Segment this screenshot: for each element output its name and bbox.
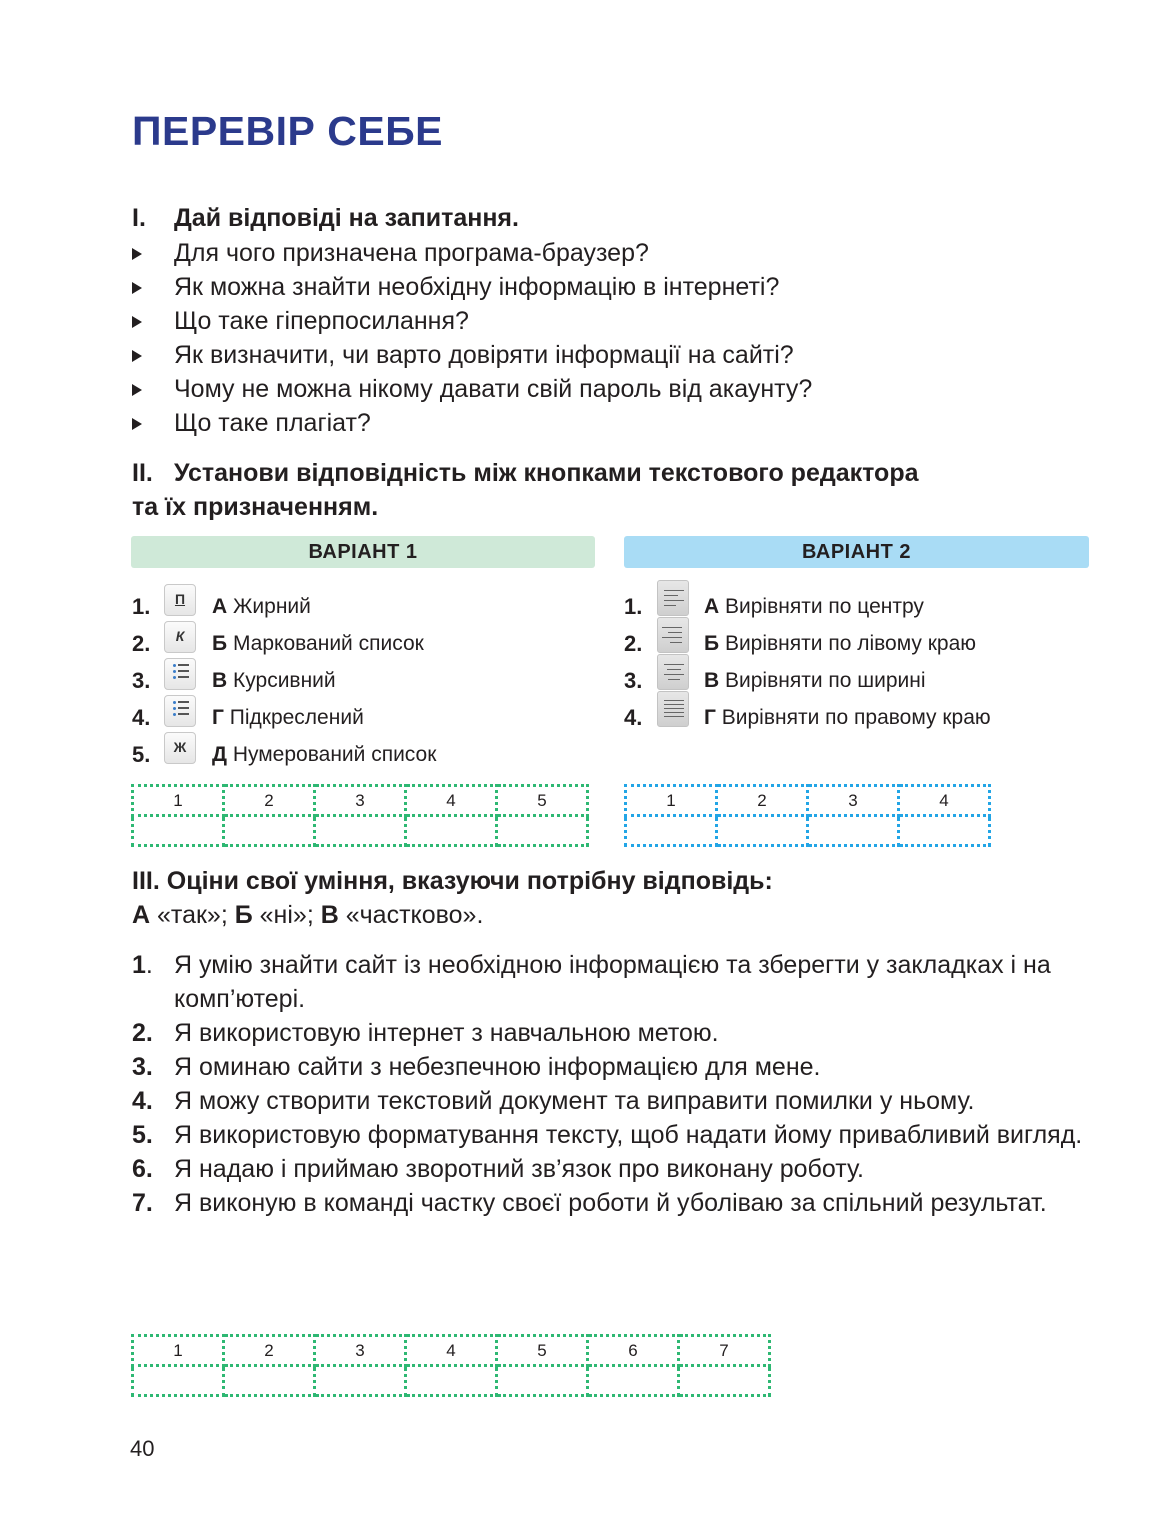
answer-cell[interactable]	[717, 816, 808, 846]
answer-cell[interactable]	[808, 816, 899, 846]
list-item: 6. Я надаю і приймаю зворотний зв’язок про виконану роботу.	[132, 1155, 864, 1183]
question-item	[132, 270, 812, 304]
list-item: 1. Я умію знайти сайт із необхідною інформацією та зберегти у закладках і на комп’ютері.	[132, 951, 1051, 1013]
question-text: Що таке гіперпосилання?	[174, 307, 469, 335]
variant2-row	[624, 590, 1104, 627]
variant1-row	[132, 738, 602, 775]
variant1-option: Г Підкреслений	[212, 706, 364, 729]
answer-cell[interactable]	[406, 816, 497, 846]
underline-button-icon: П	[164, 584, 196, 616]
row-number: 3.	[624, 668, 643, 693]
italic-button-icon: К	[164, 621, 196, 653]
grid-header-cell: 4	[406, 786, 497, 816]
list-item: 7. Я виконую в команді частку своєї роботи й уболіваю за спільний результат.	[132, 1189, 1047, 1217]
row-number: 3.	[132, 668, 151, 693]
grid-header-cell: 3	[315, 1336, 406, 1366]
question-list	[132, 236, 812, 440]
variant1-option: А Жирний	[212, 595, 311, 618]
answer-cell[interactable]	[497, 816, 588, 846]
variant2-row	[624, 664, 1104, 701]
variant1-row	[132, 701, 602, 738]
section1-title: Дай відповіді на запитання.	[174, 204, 519, 232]
answer-cell[interactable]	[899, 816, 990, 846]
variant1-row	[132, 627, 602, 664]
grid-header-cell: 3	[315, 786, 406, 816]
list-item: 3. Я оминаю сайти з небезпечною інформацією для мене.	[132, 1053, 821, 1081]
self-assessment-answer-grid	[131, 1334, 771, 1397]
question-text: Чому не можна нікому давати свій пароль від акаунту?	[174, 375, 813, 403]
answer-cell[interactable]	[679, 1366, 770, 1396]
triangle-bullet-icon	[132, 248, 142, 260]
answer-cell[interactable]	[406, 1366, 497, 1396]
align-justify-icon	[657, 691, 689, 727]
grid-header-cell: 3	[808, 786, 899, 816]
question-item	[132, 304, 812, 338]
question-item	[132, 338, 812, 372]
grid-header-cell: 1	[133, 1336, 224, 1366]
answer-cell[interactable]	[133, 1366, 224, 1396]
question-item	[132, 406, 812, 440]
numbered-list-button-icon	[164, 658, 196, 690]
rating-options: А «так»; Б «ні»; В «частково».	[132, 901, 484, 929]
triangle-bullet-icon	[132, 384, 142, 396]
grid-header-cell: 4	[899, 786, 990, 816]
grid-header-cell: 5	[497, 1336, 588, 1366]
variant1-option: Б Маркований список	[212, 632, 424, 655]
row-number: 4.	[624, 705, 643, 730]
page-number: 40	[130, 1436, 155, 1461]
grid-header-cell: 1	[133, 786, 224, 816]
variant2-row	[624, 627, 1104, 664]
self-assessment-list	[132, 948, 1112, 1220]
row-number: 2.	[624, 631, 643, 656]
bulleted-list-button-icon	[164, 695, 196, 727]
question-text: Для чого призначена програма-браузер?	[174, 239, 649, 267]
triangle-bullet-icon	[132, 282, 142, 294]
answer-cell[interactable]	[224, 1366, 315, 1396]
triangle-bullet-icon	[132, 418, 142, 430]
grid-header-cell: 7	[679, 1336, 770, 1366]
triangle-bullet-icon	[132, 316, 142, 328]
variant1-option: Д Нумерований список	[212, 743, 437, 766]
section1-heading	[132, 201, 519, 235]
row-number: 5.	[132, 742, 151, 767]
answer-cell[interactable]	[626, 816, 717, 846]
variant2-answer-grid	[624, 784, 991, 847]
variant2-option: Г Вирівняти по правому краю	[704, 706, 991, 729]
section2-heading	[132, 456, 919, 490]
question-item	[132, 236, 812, 270]
variant1-option: В Курсивний	[212, 669, 336, 692]
answer-cell[interactable]	[315, 816, 406, 846]
variant2-row	[624, 701, 1104, 738]
list-item: 4. Я можу створити текстовий документ та виправити помилки у ньому.	[132, 1087, 975, 1115]
variant1-answer-grid	[131, 784, 589, 847]
section3-number: III.	[132, 867, 160, 895]
grid-header-cell: 1	[626, 786, 717, 816]
row-number: 4.	[132, 705, 151, 730]
question-text: Як можна знайти необхідну інформацію в інтернеті?	[174, 273, 780, 301]
list-item: 5. Я використовую форматування тексту, щоб надати йому привабливий вигляд.	[132, 1121, 1083, 1149]
align-center-icon	[657, 654, 689, 690]
row-number: 2.	[132, 631, 151, 656]
section2-number: II.	[132, 459, 153, 487]
section3-heading	[132, 864, 773, 898]
section3-title: Оціни свої уміння, вказуючи потрібну відповідь:	[166, 867, 773, 895]
question-text: Як визначити, чи варто довіряти інформації на сайті?	[174, 341, 794, 369]
variant1-row	[132, 590, 602, 627]
section2-heading-line2: та їх призначенням.	[132, 493, 379, 521]
variant2-header: ВАРІАНТ 2	[624, 536, 1089, 568]
question-text: Що таке плагіат?	[174, 409, 371, 437]
align-right-icon	[657, 617, 689, 653]
section2-title-line1: Установи відповідність між кнопками текстового редактора	[174, 459, 919, 487]
bold-button-icon: Ж	[164, 732, 196, 764]
grid-header-cell: 5	[497, 786, 588, 816]
grid-header-cell: 6	[588, 1336, 679, 1366]
row-number: 1.	[624, 594, 643, 619]
align-left-icon	[657, 580, 689, 616]
list-item: 2. Я використовую інтернет з навчальною метою.	[132, 1019, 719, 1047]
variant2-matching	[624, 590, 1104, 738]
question-item	[132, 372, 812, 406]
grid-header-cell: 4	[406, 1336, 497, 1366]
row-number: 1.	[132, 594, 151, 619]
page-title: ПЕРЕВІР СЕБЕ	[132, 108, 444, 154]
variant1-row	[132, 664, 602, 701]
section1-number: I.	[132, 204, 146, 232]
triangle-bullet-icon	[132, 350, 142, 362]
answer-cell[interactable]	[497, 1366, 588, 1396]
answer-cell[interactable]	[224, 816, 315, 846]
answer-cell[interactable]	[588, 1366, 679, 1396]
grid-header-cell: 2	[224, 1336, 315, 1366]
variant2-option: А Вирівняти по центру	[704, 595, 924, 618]
grid-header-cell: 2	[224, 786, 315, 816]
variant1-matching	[132, 590, 602, 775]
answer-cell[interactable]	[133, 816, 224, 846]
variant1-header: ВАРІАНТ 1	[131, 536, 595, 568]
variant2-option: Б Вирівняти по лівому краю	[704, 632, 977, 655]
answer-cell[interactable]	[315, 1366, 406, 1396]
variant2-option: В Вирівняти по ширині	[704, 669, 926, 692]
grid-header-cell: 2	[717, 786, 808, 816]
